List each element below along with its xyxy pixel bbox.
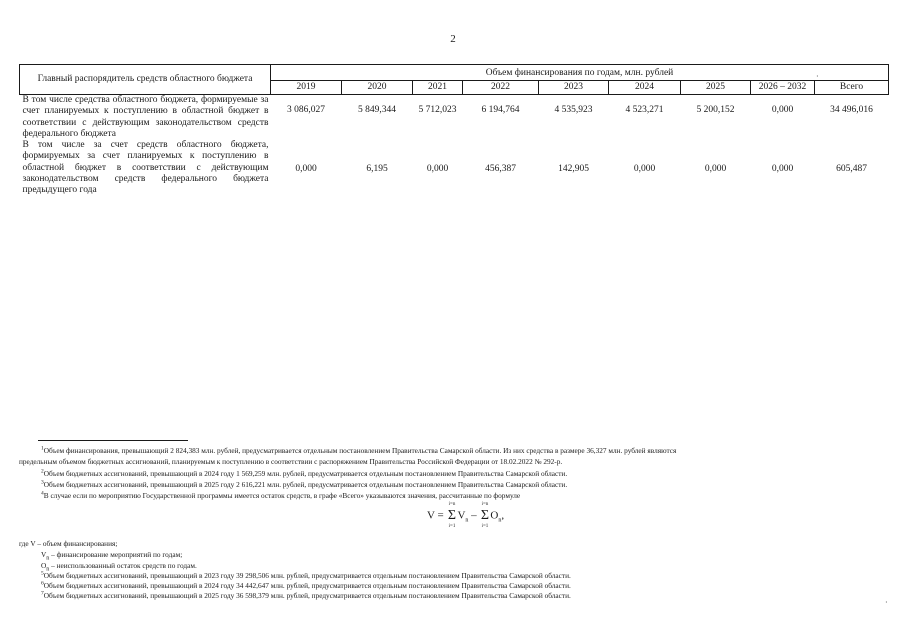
table-row [20,140,889,196]
footnote-separator [38,440,188,441]
sum-sign: Σ i=n i=1 [480,502,489,529]
definition-vn: $V_n$ – финансирование мероприятий по годам; [41,550,183,562]
table-row [20,95,889,141]
sum-sign: Σ i=n i=1 [447,502,457,529]
year-header: 2025 [681,81,751,95]
total-header: Всего [815,81,889,95]
year-header: 2024 [609,81,681,95]
row-value: 0,000 [633,164,656,175]
scan-speck: · [816,72,819,81]
row-total: 34 496,016 [830,105,873,115]
row-value: 0,000 [771,164,794,175]
year-header: 2022 [463,81,539,95]
row-value: 4 535,923 [554,105,593,115]
year-header: 2021 [413,81,463,95]
row-value: 0,000 [426,164,449,175]
row-value: 4 523,271 [625,105,664,115]
definition-v: где V – объем финансирования; [19,539,118,548]
row-value: 5 200,152 [696,105,735,115]
scan-speck: · [885,598,888,607]
row-value: 6,195 [366,164,388,175]
row-value: 0,000 [295,164,317,175]
row-value: 5 849,344 [358,105,396,115]
footnote-4: $^4$В случае если по мероприятию Государственной программы имеется остаток средств, в графе «Всего» указываются значения, рассчитанные по формуле [41,490,521,500]
footnote-1-cont: предельным объемом бюджетных ассигнований, планируемым к поступлению в соответствии с распоряжением Правительства Российской Федерации от 18.02.2022 № 292-р. [19,457,563,466]
row-value: 142,905 [558,164,589,175]
row-value: 0,000 [771,105,794,115]
row-value: 5 712,023 [418,105,457,115]
footnote-1: $^1$Объем финансирования, превышающий 2 824,383 млн. рублей, предусматривается отдельным постановлением Правительства Самарской области. Из них средства в размере 36,327 млн. рублей являются [41,445,677,455]
year-header: 2026 – 2032 [751,81,815,95]
year-header: 2019 [271,81,342,95]
header-group: Объем финансирования по годам, млн. рублей [271,65,889,81]
footnote-2: $^2$Объем бюджетных ассигнований, превышающий в 2024 году 1 569,259 млн. рублей, предусматривается отдельным постановлением Правительства Самарской области. [41,468,568,478]
row-description: В том числе средства областного бюджета, формируемые за счет планируемых к поступлению в областной бюджет в соответствии с действующим законодательством средств федерального бюджета [22,95,269,139]
row-value: 6 194,764 [481,105,520,115]
footnote-6: $^6$Объем бюджетных ассигнований, превышающий в 2024 году 34 442,647 млн. рублей, предусматривается отдельным постановлением Правительства Самарской области. [41,580,571,590]
definition-on: $O_n$ – неиспользованный остаток средств по годам. [41,561,197,573]
year-header: 2023 [539,81,609,95]
header-distributor: Главный распорядитель средств областного бюджета [20,65,271,95]
footnote-7: $^7$Объем бюджетных ассигнований, превышающий в 2025 году 36 598,379 млн. рублей, предусматривается отдельным постановлением Правительства Самарской области. [41,590,571,600]
page-number: 2 [450,33,456,45]
total-formula: V = Σ i=n i=1 $V_n$ – Σ i=n i=1 $O_n$, [427,502,505,529]
row-description: В том числе за счет средств областного бюджета, формируемых за счет планируемых к поступлению в областной бюджет в соответствии с действующим законодательством средств федерального бюджета предыдущего года [22,140,269,196]
footnote-3: $^3$Объем бюджетных ассигнований, превышающий в 2025 году 2 616,221 млн. рублей, предусматривается отдельным постановлением Правительства Самарской области. [41,479,568,489]
row-total: 605,487 [836,164,867,175]
row-value: 456,387 [485,164,516,175]
footnote-5: $^5$Объем бюджетных ассигнований, превышающий в 2023 году 39 298,506 млн. рублей, предусматривается отдельным постановлением Правительства Самарской области. [41,570,571,580]
row-value: 3 086,027 [287,105,325,115]
financing-table [19,64,889,197]
year-header: 2020 [342,81,413,95]
row-value: 0,000 [704,164,727,175]
